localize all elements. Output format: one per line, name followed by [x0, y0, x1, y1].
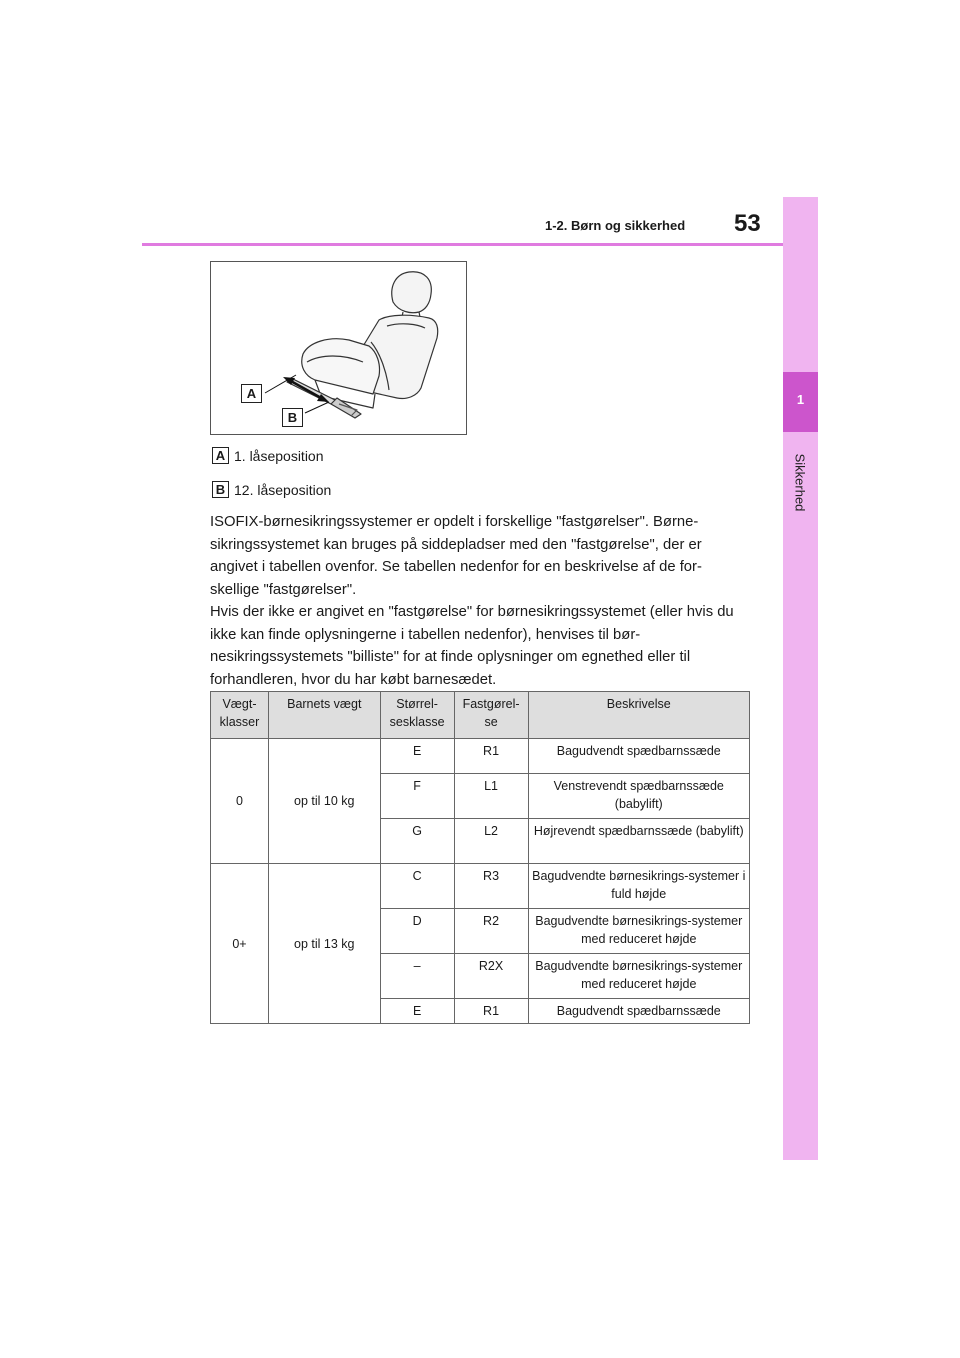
size-cell: –	[380, 954, 454, 999]
description-cell: Venstrevendt spædbarnssæde (babylift)	[528, 774, 749, 819]
description-cell: Bagudvendt spædbarnssæde	[528, 999, 749, 1024]
description-cell: Højrevendt spædbarnssæde (babylift)	[528, 819, 749, 864]
fixture-size-table	[210, 691, 750, 1024]
fixture-cell: L1	[454, 774, 528, 819]
fixture-cell: R2X	[454, 954, 528, 999]
size-cell: E	[380, 739, 454, 774]
section-title: 1-2. Børn og sikkerhed	[545, 218, 686, 233]
table-row	[211, 739, 750, 774]
chapter-tab	[783, 197, 818, 1160]
paragraph-2: Hvis der ikke er angivet en "fastgørelse" for børnesikringssystemet (eller hvis du ikke kan finde oplysningerne i tabellen nedenfor), henvises til bør-nesikringssystemets "billiste" for at finde oplysninger om egnethed eller til forhandleren, hvor du har købt barnesædet.	[210, 604, 734, 688]
legend-item-b	[212, 481, 331, 498]
legend-callout-a: A	[212, 447, 229, 464]
header-weight-class: Vægt-klasser	[211, 692, 269, 739]
figure-callout-a: A	[241, 384, 262, 403]
header-fixture: Fastgørel-se	[454, 692, 528, 739]
page-number: 53	[734, 210, 761, 237]
description-cell: Bagudvendte børnesikrings-systemer med reduceret højde	[528, 909, 749, 954]
header-child-weight: Barnets vægt	[268, 692, 380, 739]
legend-callout-b: B	[212, 481, 229, 498]
fixture-cell: R1	[454, 739, 528, 774]
weight-class-cell: 0+	[211, 864, 269, 1024]
legend-item-a	[212, 447, 324, 464]
child-weight-cell: op til 10 kg	[268, 739, 380, 864]
paragraph-1: ISOFIX-børnesikringssystemer er opdelt i forskellige "fastgørelser". Børne-sikringssystemet kan bruges på siddepladser med den "fastgørelse", der er angivet i tabellen ovenfor. Se tabellen nedenfor for en beskrivelse af de for-skellige "fastgørelser".	[210, 514, 702, 598]
header-size-class: Størrel-sesklasse	[380, 692, 454, 739]
child-weight-cell: op til 13 kg	[268, 864, 380, 1024]
table-row	[211, 864, 750, 909]
header-rule	[142, 243, 783, 246]
figure-callout-b: B	[282, 408, 303, 427]
size-cell: D	[380, 909, 454, 954]
header-description: Beskrivelse	[528, 692, 749, 739]
body-text	[210, 511, 750, 691]
description-cell: Bagudvendte børnesikrings-systemer med reduceret højde	[528, 954, 749, 999]
description-cell: Bagudvendt spædbarnssæde	[528, 739, 749, 774]
fixture-cell: R1	[454, 999, 528, 1024]
fixture-cell: R3	[454, 864, 528, 909]
fixture-cell: R2	[454, 909, 528, 954]
legend-text-a: 1. låseposition	[234, 447, 324, 464]
chapter-label: Sikkerhed	[792, 453, 808, 512]
description-cell: Bagudvendte børnesikrings-systemer i fuld højde	[528, 864, 749, 909]
seat-illustration	[210, 261, 467, 435]
fixture-cell: L2	[454, 819, 528, 864]
size-cell: G	[380, 819, 454, 864]
weight-class-cell: 0	[211, 739, 269, 864]
size-cell: C	[380, 864, 454, 909]
size-cell: E	[380, 999, 454, 1024]
table-header-row	[211, 692, 750, 739]
legend-text-b: 12. låseposition	[234, 481, 332, 498]
seat-drawing	[211, 262, 466, 434]
chapter-number: 1	[796, 392, 805, 407]
size-cell: F	[380, 774, 454, 819]
